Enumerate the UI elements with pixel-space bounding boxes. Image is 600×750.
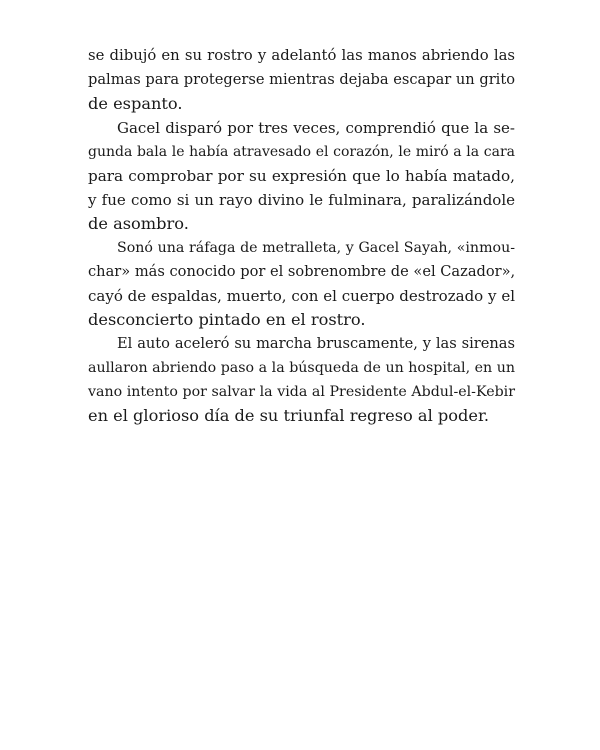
- text-line: Sonó una ráfaga de metralleta, y Gacel Sayah, «inmou-: [117, 240, 515, 256]
- text-line: desconcierto pintado en el rostro.: [88, 310, 366, 329]
- text-line: gunda bala le había atravesado el corazón, le miró a la cara: [88, 144, 515, 160]
- text-line: vano intento por salvar la vida al Presidente Abdul-el-Kebir: [88, 384, 515, 400]
- text-line: se dibujó en su rostro y adelantó las manos abriendo las: [88, 47, 515, 64]
- text-line: char» más conocido por el sobrenombre de «el Cazador»,: [88, 263, 516, 280]
- text-line: aullaron abriendo paso a la búsqueda de un hospital, en un: [88, 360, 515, 376]
- text-line: en el glorioso día de su triunfal regreso al poder.: [88, 406, 490, 425]
- text-line: y fue como si un rayo divino le fulminara, paralizándole: [88, 191, 515, 209]
- text-line: palmas para protegerse mientras dejaba escapar un grito: [88, 71, 515, 88]
- text-line: cayó de espaldas, muerto, con el cuerpo destrozado y el: [88, 287, 515, 305]
- text-line: Gacel disparó por tres veces, comprendió que la se-: [117, 119, 515, 137]
- text-line: El auto aceleró su marcha bruscamente, y las sirenas: [117, 335, 515, 352]
- text-line: de espanto.: [88, 94, 183, 113]
- text-line: para comprobar por su expresión que lo había matado,: [88, 167, 515, 185]
- text-line: de asombro.: [88, 214, 189, 233]
- body-text: [88, 44, 515, 428]
